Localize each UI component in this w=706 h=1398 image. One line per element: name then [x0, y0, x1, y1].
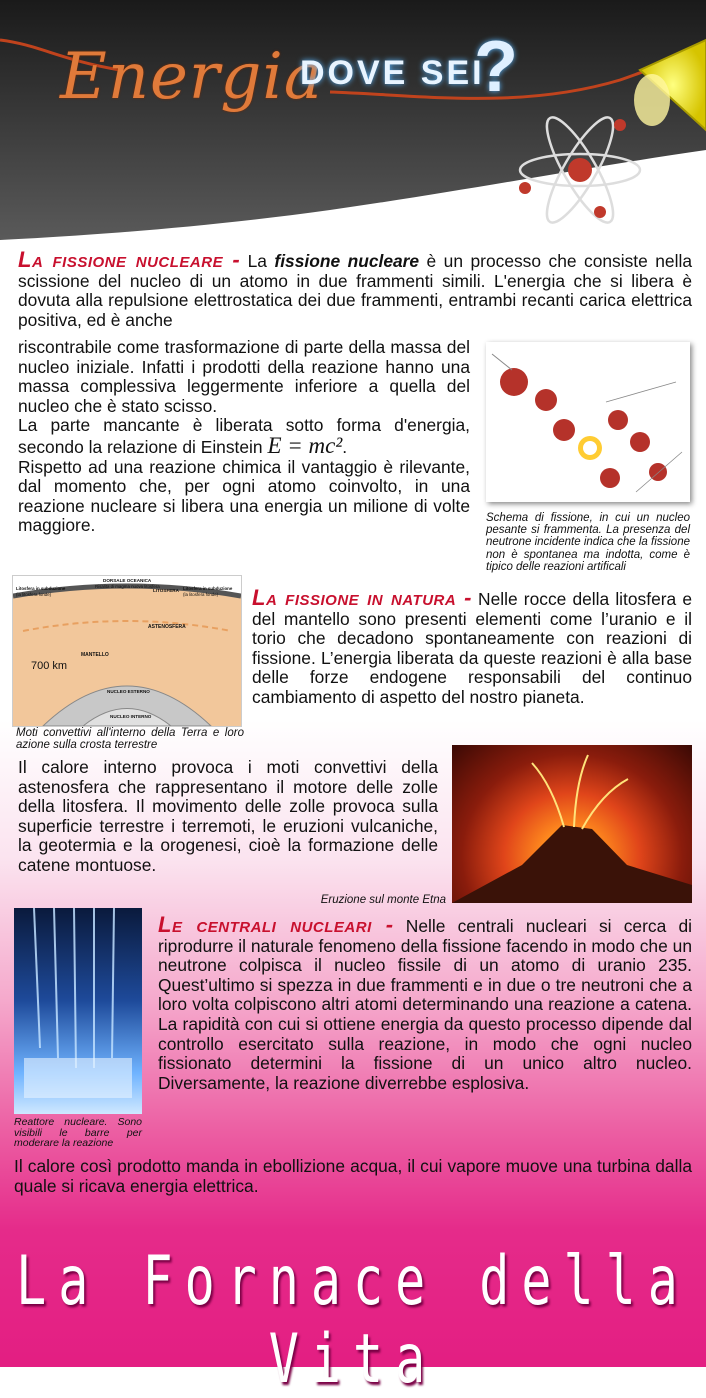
logo-question-mark: ? — [474, 27, 518, 107]
einstein-formula: E = mc² — [267, 432, 343, 458]
fission-diagram-figure — [486, 342, 690, 502]
fission-body: riscontrabile come trasformazione di parte della massa del nucleo iniziale. Infatti i prodotti della reazione hanno una massa complessiva leggermente inferiore a quella del nucleo che è stato scisso. La parte mancante è liberata sotto forma d'energia, secondo la relazione di Einstein E = mc². Rispetto ad una reazione chimica il vantaggio è rilevante, dal momento che, per ogni atomo coinvolto, in una reazione nucleare si libera una energia un milione di volte maggiore. — [18, 337, 470, 536]
logo-subtitle: DOVE SEI — [300, 54, 485, 92]
fission-body3: Rispetto ad una reazione chimica il vantaggio è rilevante, dal momento che, per ogni atomo coinvolto, in una reazione nucleare si libera una energia un milione di volte maggiore. — [18, 456, 470, 536]
label-ridge: DORSALE OCEANICA — [103, 578, 152, 583]
fission-intro-text: è un processo che consiste nella scissione del nucleo di un atomo in due frammenti simili. L'energia che si libera è dovuta alla repulsione elettrostatica dei due frammenti, entrambi recanti carica elettrica positiva, ed è anche — [18, 251, 692, 330]
label-outer-core: NUCLEO ESTERNO — [107, 689, 150, 694]
fission-diagram — [486, 342, 690, 502]
etna-caption: Eruzione sul monte Etna — [320, 894, 446, 906]
logo-text: Energia — [60, 40, 323, 114]
fission-body2: La parte mancante è liberata sotto forma d'energia, secondo la relazione di Einstein — [18, 415, 470, 457]
plants-section — [158, 912, 693, 1093]
reactor-caption: Reattore nucleare. Sono visibili le barre per moderare la reazione — [14, 1116, 142, 1150]
fission-diagram-caption: Schema di fissione, in cui un nucleo pesante si frammenta. La presenza del neutrone incidente indica che la fissione non è spontanea ma indotta, come è tipico delle reazioni artificali — [486, 512, 690, 573]
volcano-icon — [452, 745, 692, 903]
reactor-photo — [14, 908, 142, 1114]
earth-section-diagram — [13, 576, 241, 726]
label-subduction-right-sub: (la litosfera fonde) — [183, 592, 219, 597]
earth-section-figure — [12, 575, 242, 727]
label-subduction-left: Litosfera in subduzione — [16, 586, 66, 591]
label-mantle: MANTELLO — [81, 652, 109, 658]
fission-term: fissione nucleare — [274, 251, 420, 271]
fission-heading: La fissione nucleare - — [18, 247, 241, 272]
label-asthenosphere: ASTENOSFERA — [148, 624, 186, 630]
plants-body: Nelle centrali nucleari si cerca di riprodurre il naturale fenomeno della fissione facendo in modo che un neutrone colpisca il nucleo fissile di un atomo di uranio 235. Quest’ultimo si spezza in due frammenti e in due o tre neutroni che a loro volta colpiscono altri atomi determinando una reazione a catena. La rapidità con cui si ottiene energia da questo processo dipende dal controllo esercitato sulla reazione, in modo che ogni nucleo fissionato determini la fissione di un unico altro nucleo. Diversamente, la reazione diverrebbe esplosiva. — [158, 916, 693, 1093]
label-subduction-left-sub: (la litosfera fonde) — [16, 592, 52, 597]
fission-body-text: riscontrabile come trasformazione di parte della massa del nucleo iniziale. Infatti i prodotti della reazione hanno una massa complessiva leggermente inferiore a quella del nucleo che è stato scisso. — [18, 337, 470, 416]
footer-title: La Fornace della Vita — [16, 1241, 690, 1398]
nature-body: Nelle rocce della litosfera e del mantello sono presenti elementi come l’uranio e il torio che decadono spontaneamente con reazioni di fissione. L’energia liberata da queste reazioni è alla base delle forze endogene responsabili del continuo cambiamento di aspetto del nostro pianeta. — [252, 589, 692, 707]
fission-lead: La — [240, 251, 275, 271]
label-inner-core: NUCLEO INTERNO — [110, 714, 152, 719]
label-lithosphere: LITOSFERA — [153, 588, 179, 593]
header-banner — [0, 0, 706, 250]
label-ridge-sub: Risalita di magma nuova litosfera — [95, 584, 160, 589]
nature-heading: La fissione in natura - — [252, 585, 472, 610]
plants-closing-text: Il calore così prodotto manda in ebollizione acqua, il cui vapore muove una turbina dalla quale si ricava energia elettrica. — [14, 1156, 692, 1196]
etna-photo — [452, 745, 692, 903]
fission-intro — [18, 247, 692, 330]
plants-heading: Le centrali nucleari - — [158, 912, 394, 937]
label-subduction-right: Litosfera in subduzione — [183, 586, 233, 591]
earth-section-caption: Moti convettivi all'interno della Terra e loro azione sulla crosta terrestre — [16, 727, 244, 752]
nature-section — [252, 585, 692, 708]
plants-closing — [14, 1157, 692, 1196]
heat-section — [18, 758, 438, 876]
label-depth: 700 km — [31, 660, 68, 672]
heat-body: Il calore interno provoca i moti convettivi della astenosfera che rappresentano il motore delle zolle della litosfera. Il movimento delle zolle provoca sulla superficie terrestre i terremoti, le eruzioni vulcaniche, la geotermia e la orogenesi, cioè la formazione delle catene montuose. — [18, 757, 438, 875]
header-graphic — [0, 0, 706, 250]
reactor-rods-icon — [14, 908, 142, 1114]
